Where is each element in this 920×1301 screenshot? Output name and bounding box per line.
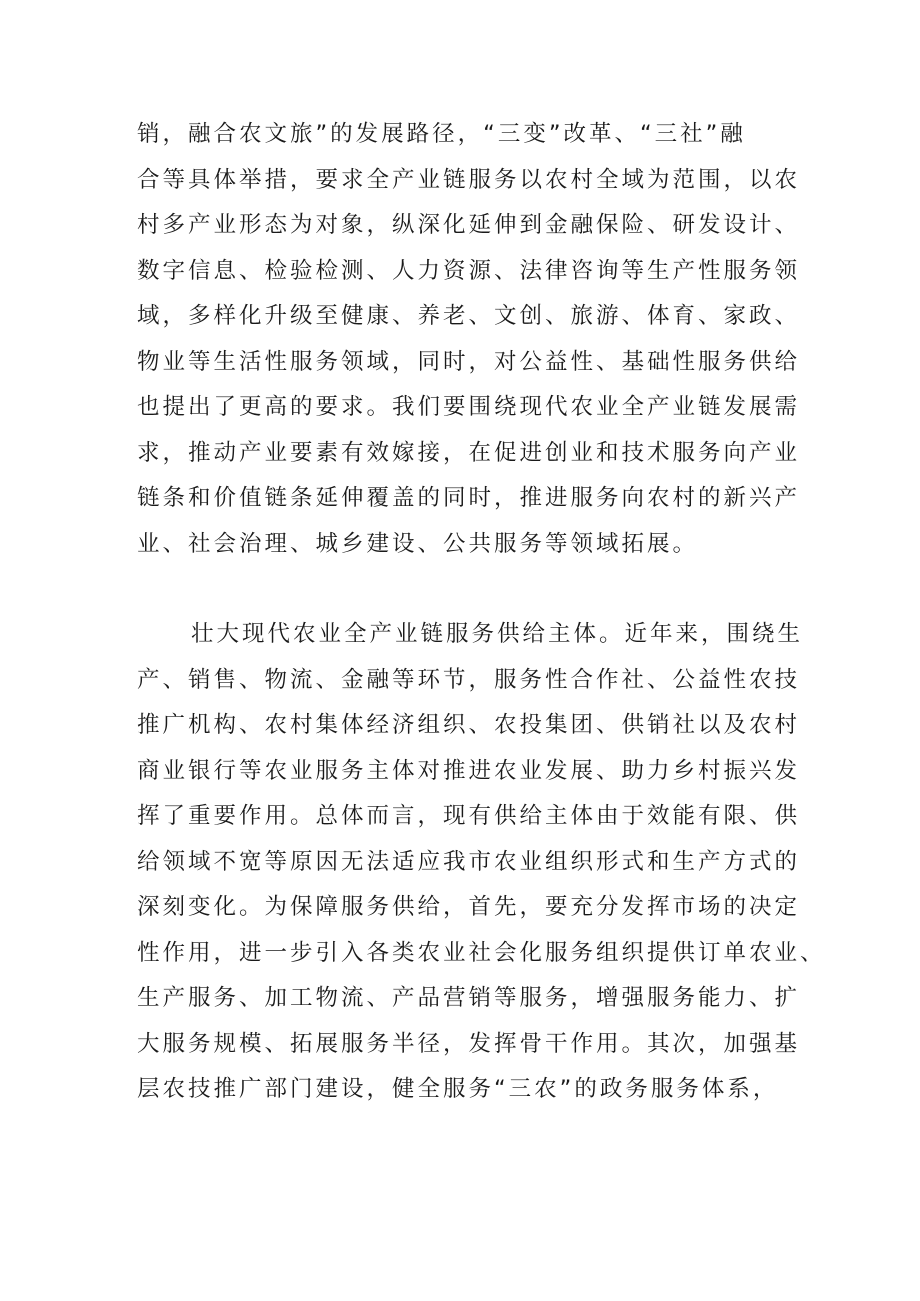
text-line: 业、社会治理、城乡建设、公共服务等领域拓展。 bbox=[137, 530, 699, 557]
text-line: 挥了重要作用。总体而言，现有供给主体由于效能有限、供 bbox=[137, 803, 801, 829]
text-line: 商业银行等农业服务主体对推进农业发展、助力乡村振兴发 bbox=[137, 757, 801, 784]
text-line: 层农技推广部门建设，健全服务“三农”的政务服务体系， bbox=[137, 1076, 779, 1102]
text-line: 生产服务、加工物流、产品营销等服务，增强服务能力、扩 bbox=[137, 985, 801, 1011]
text-line: 深刻变化。为保障服务供给，首先，要充分发挥市场的决定 bbox=[137, 894, 801, 920]
text-line: 物业等生活性服务领域，同时，对公益性、基础性服务供给 bbox=[137, 348, 801, 375]
text-line: 求，推动产业要素有效嫁接，在促进创业和技术服务向产业 bbox=[137, 439, 801, 466]
text-line: 域，多样化升级至健康、养老、文创、旅游、体育、家政、 bbox=[137, 303, 801, 329]
text-line: 也提出了更高的要求。我们要围绕现代农业全产业链发展需 bbox=[137, 394, 801, 420]
text-line: 给领域不宽等原因无法适应我市农业组织形式和生产方式的 bbox=[137, 848, 801, 875]
text-line: 大服务规模、拓展服务半径，发挥骨干作用。其次，加强基 bbox=[137, 1030, 801, 1057]
text-line: 销，融合农文旅”的发展路径，“三变”改革、“三社”融 bbox=[137, 121, 746, 147]
text-line: 推广机构、农村集体经济组织、农投集团、供销社以及农村 bbox=[137, 712, 801, 738]
text-line: 合等具体举措，要求全产业链服务以农村全域为范围，以农 bbox=[137, 166, 801, 193]
text-line: 壮大现代农业全产业链服务供给主体。近年来，围绕生 bbox=[191, 621, 804, 647]
text-line: 村多产业形态为对象，纵深化延伸到金融保险、研发设计、 bbox=[137, 212, 801, 238]
text-line: 链条和价值链条延伸覆盖的同时，推进服务向农村的新兴产 bbox=[137, 485, 801, 511]
text-line: 数字信息、检验检测、人力资源、法律咨询等生产性服务领 bbox=[137, 257, 801, 284]
paragraph-1 bbox=[137, 112, 801, 567]
paragraph-2 bbox=[137, 612, 826, 1113]
text-line: 产、销售、物流、金融等环节，服务性合作社、公益性农技 bbox=[137, 666, 801, 693]
text-line: 性作用，进一步引入各类农业社会化服务组织提供订单农业、 bbox=[137, 939, 826, 966]
